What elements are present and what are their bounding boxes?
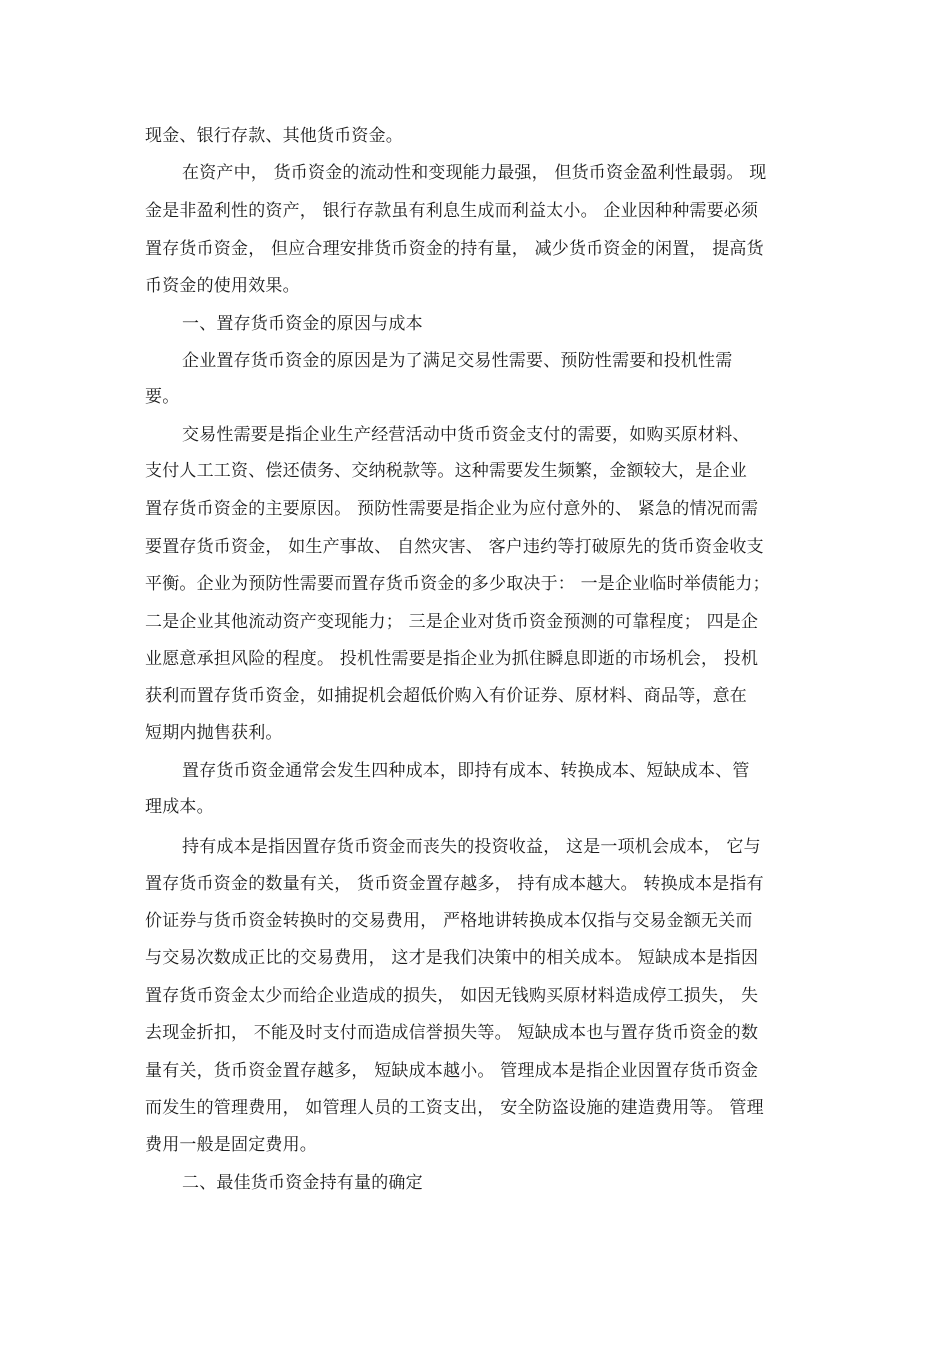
text-line: 费用一般是固定费用。 (145, 1135, 317, 1155)
section-heading: 一、置存货币资金的原因与成本 (182, 314, 423, 334)
text-line: 支付人工工资、偿还债务、交纳税款等。这种需要发生频繁，金额较大，是企业 (145, 461, 747, 481)
section-heading: 二、最佳货币资金持有量的确定 (182, 1173, 423, 1193)
text-line: 在资产中， 货币资金的流动性和变现能力最强， 但货币资金盈利性最弱。 现 (182, 163, 767, 183)
text-line: 交易性需要是指企业生产经营活动中货币资金支付的需要，如购买原材料、 (182, 425, 750, 445)
text-line: 与交易次数成正比的交易费用， 这才是我们决策中的相关成本。 短缺成本是指因 (145, 948, 759, 968)
text-line: 理成本。 (145, 797, 214, 817)
text-line: 要置存货币资金， 如生产事故、 自然灾害、 客户违约等打破原先的货币资金收支 (145, 537, 764, 557)
text-line: 要。 (145, 387, 180, 407)
text-line: 业愿意承担风险的程度。 投机性需要是指企业为抓住瞬息即逝的市场机会， 投机 (145, 649, 759, 669)
text-line: 置存货币资金， 但应合理安排货币资金的持有量， 减少货币资金的闲置， 提高货 (145, 239, 764, 259)
text-line: 去现金折扣， 不能及时支付而造成信誉损失等。 短缺成本也与置存货币资金的数 (145, 1023, 759, 1043)
text-line: 置存货币资金通常会发生四种成本，即持有成本、转换成本、短缺成本、管 (182, 761, 750, 781)
text-line: 短期内抛售获利。 (145, 723, 283, 743)
text-line: 二是企业其他流动资产变现能力； 三是企业对货币资金预测的可靠程度； 四是企 (145, 612, 759, 632)
text-line: 获利而置存货币资金，如捕捉机会超低价购入有价证券、原材料、商品等，意在 (145, 686, 747, 706)
text-line: 企业置存货币资金的原因是为了满足交易性需要、预防性需要和投机性需 (182, 351, 733, 371)
text-line: 置存货币资金的主要原因。 预防性需要是指企业为应付意外的、 紧急的情况而需 (145, 499, 759, 519)
text-line: 币资金的使用效果。 (145, 276, 300, 296)
text-line: 平衡。企业为预防性需要而置存货币资金的多少取决于： 一是企业临时举债能力； (145, 574, 770, 594)
text-line: 置存货币资金的数量有关， 货币资金置存越多， 持有成本越大。 转换成本是指有 (145, 874, 764, 894)
text-line: 而发生的管理费用， 如管理人员的工资支出， 安全防盗设施的建造费用等。 管理 (145, 1098, 764, 1118)
text-line: 金是非盈利性的资产， 银行存款虽有利息生成而利益太小。 企业因种种需要必须 (145, 201, 759, 221)
text-line: 量有关，货币资金置存越多， 短缺成本越小。 管理成本是指企业因置存货币资金 (145, 1061, 759, 1081)
text-line: 现金、银行存款、其他货币资金。 (145, 126, 403, 146)
text-line: 置存货币资金太少而给企业造成的损失， 如因无钱购买原材料造成停工损失， 失 (145, 986, 759, 1006)
text-line: 价证券与货币资金转换时的交易费用， 严格地讲转换成本仅指与交易金额无关而 (145, 911, 753, 931)
text-line: 持有成本是指因置存货币资金而丧失的投资收益， 这是一项机会成本， 它与 (182, 837, 761, 857)
